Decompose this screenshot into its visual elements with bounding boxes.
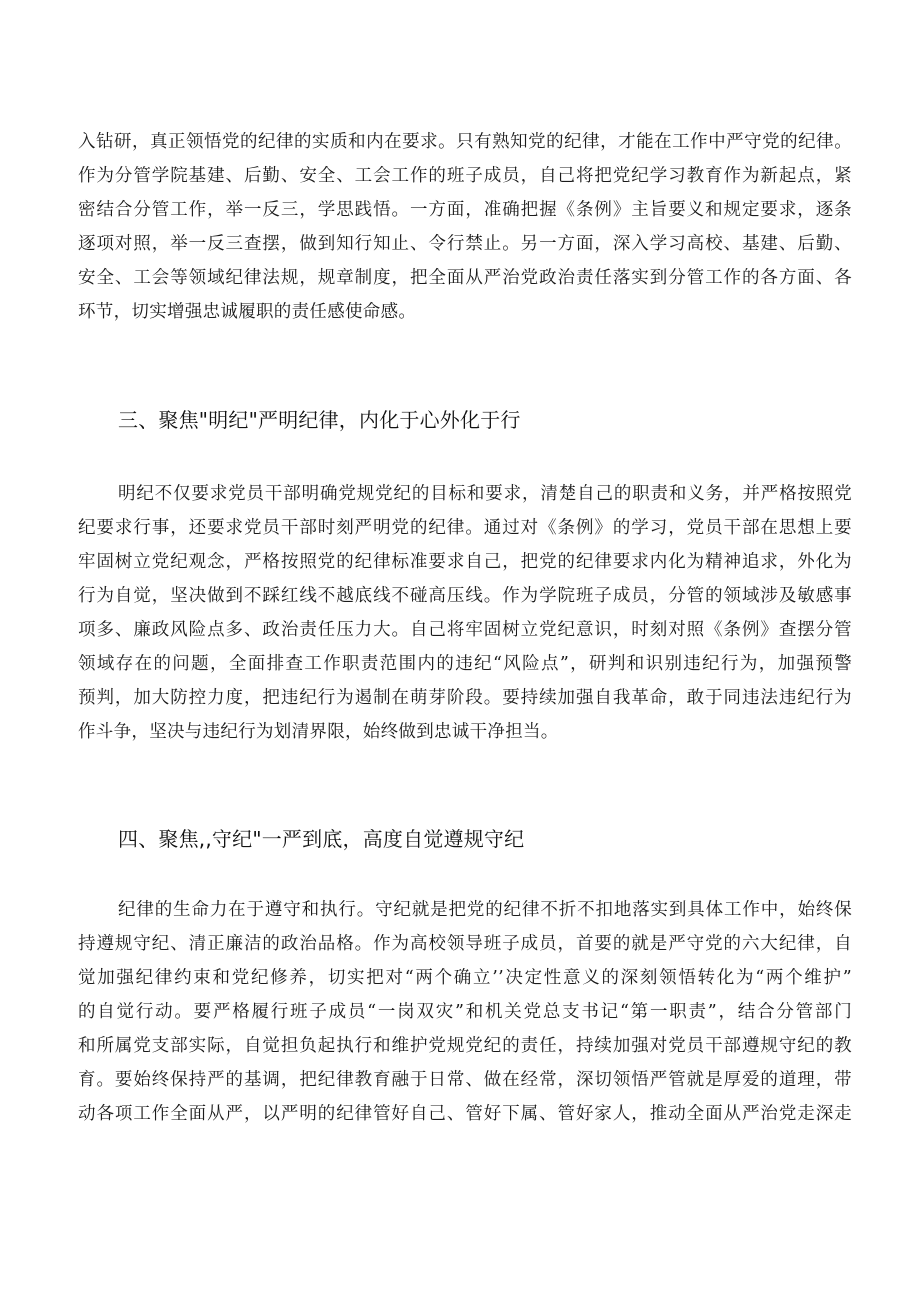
paragraph-line: 项多、廉政风险点多、政治责任压力大。自己将牢固树立党纪意识，时刻对照《条例》查摆分管 <box>78 620 852 640</box>
paragraph-line: 领域存在的问题，全面排查工作职责范围内的违纪“风险点”，研判和识别违纪行为，加强预警 <box>78 654 852 674</box>
paragraph-line: 安全、工会等领域纪律法规，规章制度，把全面从严治党政治责任落实到分管工作的各方面、各 <box>78 268 852 288</box>
paragraph-line: 持遵规守纪、清正廉洁的政治品格。作为高校领导班子成员，首要的就是严守党的六大纪律，自 <box>78 934 852 954</box>
paragraph-line: 逐项对照，举一反三查摆，做到知行知止、令行禁止。另一方面，深入学习高校、基建、后勤、 <box>78 234 852 254</box>
paragraph-line: 觉加强纪律约束和党纪修养，切实把对“两个确立’’决定性意义的深刻领悟转化为“两个维护” <box>78 968 852 988</box>
paragraph-line: 育。要始终保持严的基调，把纪律教育融于日常、做在经常，深切领悟严管就是厚爱的道理，带 <box>78 1070 852 1090</box>
paragraph-line: 纪律的生命力在于遵守和执行。守纪就是把党的纪律不折不扣地落实到具体工作中，始终保 <box>118 900 852 920</box>
paragraph-continued <box>78 125 852 329</box>
paragraph-line: 入钻研，真正领悟党的纪律的实质和内在要求。只有熟知党的纪律，才能在工作中严守党的纪律。 <box>78 132 852 152</box>
paragraph-line: 作斗争，坚决与违纪行为划清界限，始终做到忠诚干净担当。 <box>78 722 559 742</box>
paragraph-line: 的自觉行动。要严格履行班子成员“一岗双灾”和机关党总支书记“第一职责”，结合分管部门 <box>78 1002 852 1022</box>
section-heading-3: 三、聚焦"明纪"严明纪律，内化于心外化于行 <box>118 408 521 432</box>
paragraph-line: 密结合分管工作，举一反三，学思践悟。一方面，准确把握《条例》主旨要义和规定要求，逐条 <box>78 200 852 220</box>
paragraph-line: 牢固树立党纪观念，严格按照党的纪律标准要求自己，把党的纪律要求内化为精神追求，外化为 <box>78 552 852 572</box>
paragraph-line: 预判，加大防控力度，把违纪行为遏制在萌芽阶段。要持续加强自我革命，敢于同违法违纪行为 <box>78 688 852 708</box>
paragraph-mingji <box>78 477 852 749</box>
paragraph-shouji <box>78 893 852 1131</box>
paragraph-line: 纪要求行事，还要求党员干部时刻严明党的纪律。通过对《条例》的学习，党员干部在思想上要 <box>78 518 852 538</box>
section-heading-4: 四、聚焦,,守纪"一严到底，高度自觉遵规守纪 <box>118 827 525 851</box>
paragraph-line: 作为分管学院基建、后勤、安全、工会工作的班子成员，自己将把党纪学习教育作为新起点，紧 <box>78 166 852 186</box>
paragraph-line: 行为自觉，坚决做到不踩红线不越底线不碰高压线。作为学院班子成员，分管的领域涉及敏感事 <box>78 586 852 606</box>
paragraph-line: 明纪不仅要求党员干部明确党规党纪的目标和要求，清楚自己的职责和义务，并严格按照党 <box>118 484 852 504</box>
paragraph-line: 动各项工作全面从严，以严明的纪律管好自己、管好下属、管好家人，推动全面从严治党走深走 <box>78 1104 852 1124</box>
paragraph-line: 环节，切实增强忠诚履职的责任感使命感。 <box>78 302 417 322</box>
paragraph-line: 和所属党支部实际，自觉担负起执行和维护党规党纪的责任，持续加强对党员干部遵规守纪的教 <box>78 1036 852 1056</box>
